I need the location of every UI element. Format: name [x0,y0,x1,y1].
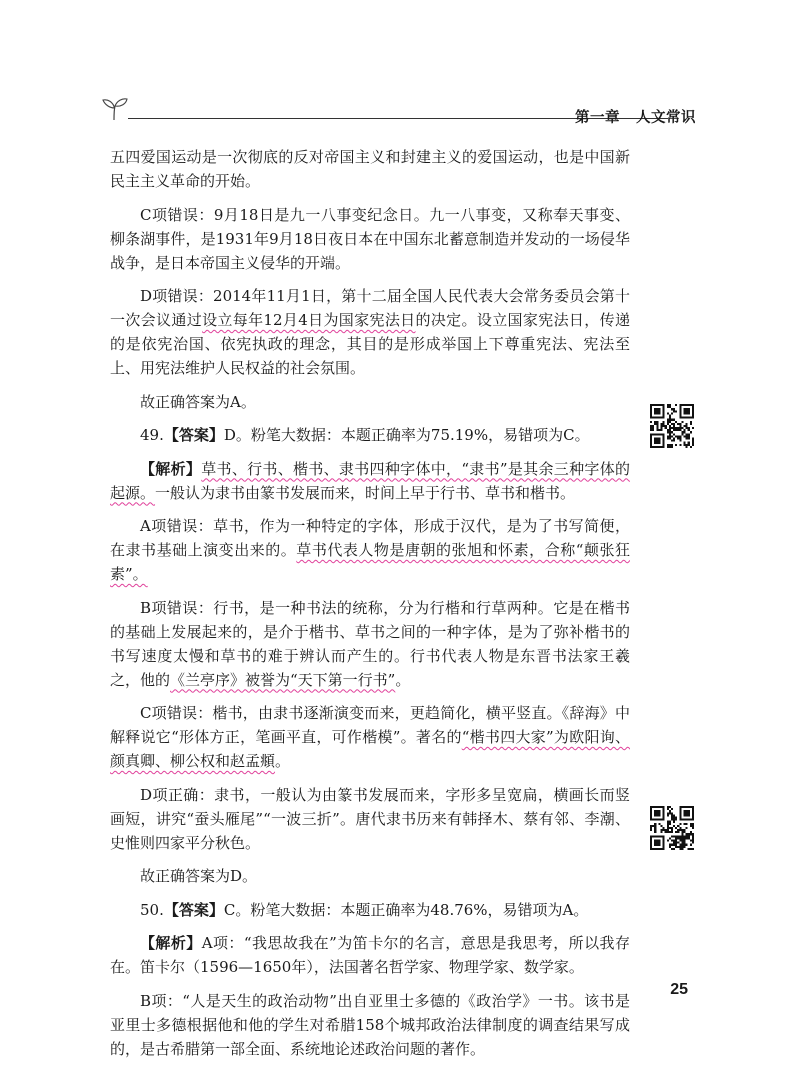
paragraph: B项：“人是天生的政治动物”出自亚里士多德的《政治学》一书。该书是亚里士多德根据他和他的学生对希腊158个城邦政治法律制度的调查结果写成的，是古希腊第一部全面、系统地论述政治问题的著作。 [110,991,630,1058]
analysis-tag: 【解析】 [140,459,202,478]
highlight-underline: 草书代表人物是唐朝的张旭和怀素，合称“颠张狂素”。 [110,541,630,583]
highlight-underline: 草书、行书、楷书、隶书四种字体中，“隶书”是其余三种字体的起源。 [110,459,630,502]
answer-tag: 【答案】 [163,426,224,444]
paragraph: 故正确答案为D。 [140,867,258,885]
highlight-underline: 设立每年12月4日为国家宪法日 [202,311,416,329]
highlight-underline: “楷书四大家”为欧阳询、颜真卿、柳公权和赵孟頫 [110,728,630,770]
chapter-title: 人文常识 [636,110,696,126]
answer-49: 49.【答案】D。粉笔大数据：本题正确率为75.19%，易错项为C。 [140,426,590,444]
qr-code-icon[interactable] [650,404,694,448]
paragraph: D项正确：隶书，一般认为由篆书发展而来，字形多呈宽扁，横画长而竖画短，讲究“蚕头雁尾”“一波三折”。唐代隶书历来有韩择木、蔡有邻、李潮、史惟则四家平分秋色。 [110,785,630,852]
analysis-50: 【解析】A项：“我思故我在”为笛卡尔的名言，意思是我思考，所以我存在。笛卡尔（1596—1650年），法国著名哲学家、物理学家、数学家。 [110,934,630,976]
page-number: 25 [670,981,688,998]
body-text [110,145,630,1070]
analysis-49: 【解析】草书、行书、楷书、隶书四种字体中，“隶书”是其余三种字体的起源。一般认为隶书由篆书发展而来，时间上早于行书、草书和楷书。 [110,459,630,502]
sprout-icon [100,96,130,122]
paragraph: A项错误：草书，作为一种特定的字体，形成于汉代，是为了书写简便，在隶书基础上演变出来的。草书代表人物是唐朝的张旭和怀素，合称“颠张狂素”。 [110,517,630,583]
analysis-tag: 【解析】 [140,934,202,952]
answer-tag: 【答案】 [163,900,224,919]
chapter-number: 第一章 [575,110,620,126]
paragraph: 五四爱国运动是一次彻底的反对帝国主义和封建主义的爱国运动，也是中国新民主主义革命的开始。 [110,148,630,190]
qr-code-icon[interactable] [650,806,694,850]
paragraph: 故正确答案为A。 [140,392,256,411]
paragraph: B项错误：行书，是一种书法的统称，分为行楷和行草两种。它是在楷书的基础上发展起来的，是介于楷书、草书之间的一种字体，是为了弥补楷书的书写速度太慢和草书的难于辨认而产生的。行书代表人物是东晋书法家王羲之，他的《兰亭序》被誉为“天下第一行书”。 [110,598,630,689]
paragraph: C项错误：楷书，由隶书逐渐演变而来，更趋简化，横平竖直。《辞海》中解释说它“形体方正，笔画平直，可作楷模”。著名的“楷书四大家”为欧阳询、颜真卿、柳公权和赵孟頫。 [110,704,630,770]
page-header [100,96,696,126]
highlight-underline: 《兰亭序》被誉为“天下第一行书” [170,670,396,689]
paragraph: C项错误：9月18日是九一八事变纪念日。九一八事变，又称奉天事变、柳条湖事件，是1931年9月18日夜日本在中国东北蓄意制造并发动的一场侵华战争，是日本帝国主义侵华的开端。 [110,205,630,272]
paragraph: D项错误：2014年11月1日，第十二届全国人民代表大会常务委员会第十一次会议通过设立每年12月4日为国家宪法日的决定。设立国家宪法日，传递的是依宪治国、依宪执政的理念，其目的是形成举国上下尊重宪法、宪法至上、用宪法维护人民权益的社会氛围。 [110,287,630,377]
chapter-heading [575,106,696,127]
answer-50: 50.【答案】C。粉笔大数据：本题正确率为48.76%，易错项为A。 [140,900,589,919]
